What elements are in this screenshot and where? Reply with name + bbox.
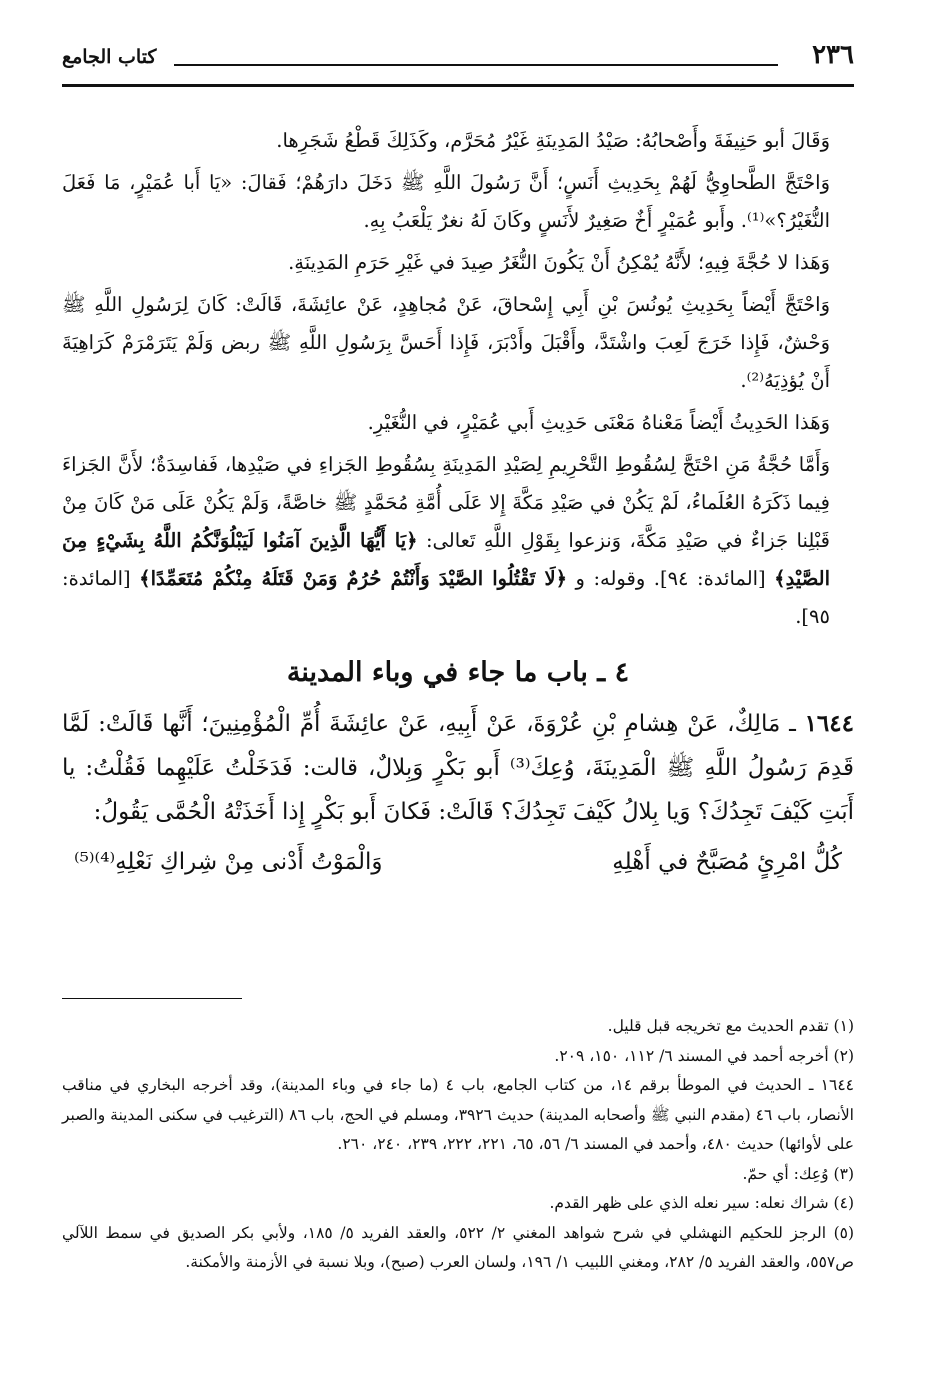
footnote: ١٦٤٤ ـ الحديث في الموطأ برقم ١٤، من كتاب الجامع، باب ٤ (ما جاء في وباء المدينة)، وقد أخرجه البخاري في مناقب الأنصار، باب ٤٦ (مقدم النبي ﷺ وأصحابه المدينة) حديث ٣٩٢٦، ومسلم في الحج، باب ٨٦ (الترغيب في سكنى المدينة والصبر على لأوائها) حديث ٤٨٠، وأحمد في المسند ٦/ ٥٦، ٦٥، ٢٢١، ٢٢٢، ٢٣٩، ٢٤٠، ٢٦٠. <box>62 1076 854 1153</box>
hadith-text: ـ مَالِكٌ، عَنْ هِشامِ بْنِ عُرْوَةَ، عَنْ أَبِيهِ، عَنْ عائِشَةَ أُمِّ الْمُؤْمِنِينَ؛ أَنَّها قَالَتْ: لَمَّا قَدِمَ رَسُولُ اللَّهِ ﷺ الْمَدِينَةَ، وُعِكَ⁽³⁾ أَبو بَكْرٍ وَبِلالٌ، قالت: فَدَخَلْتُ عَلَيْهِما فَقُلْتُ: يا أَبَتِ كَيْفَ تَجِدُكَ؟ وَيا بِلالُ كَيْفَ تَجِدُكَ؟ قَالَتْ: فَكانَ أَبو بَكْرٍ إِذا أَخَذَتْهُ الْحُمَّى يَقُولُ: <box>62 711 854 825</box>
quran-verse: ﴿يَا أَيُّهَا الَّذِينَ آمَنُوا لَيَبْلُوَنَّكُمُ اللَّهُ بِشَيْءٍ مِنَ الصَّيْدِ﴾ <box>62 529 830 590</box>
quran-reference: [المائدة: ٩٤]. وقوله: و <box>575 567 766 590</box>
footnote: (٥) الرجز للحكيم النهشلي في شرح شواهد المغني ٢/ ٥٢٢، والعقد الفريد ٥/ ١٨٥، ولأبي بكر الصديق في سمط اللآلي ص٥٥٧، والعقد الفريد ٥/ ٢٨٢، ومغني اللبيب ١/ ١٩٦، ولسان العرب (صبح)، وبلا نسبة في الأزمنة والأمكنة. <box>62 1223 855 1271</box>
paragraph: وَهَذا لا حُجَّةَ فِيهِ؛ لأَنَّهُ يُمْكِنُ أَنْ يَكُونَ النُّغَرُ صِيدَ في غَيْرِ حَرَمِ المَدِينَةِ. <box>288 251 830 274</box>
footnote: (٣) وُعِك: أي حمّ. <box>742 1164 854 1183</box>
hadith-number: ١٦٤٤ <box>804 710 854 737</box>
paragraph: وَاحْتَجَّ أَيْضاً بِحَدِيثِ يُونُسَ بْنِ أَبِي إِسْحاقَ، عَنْ مُجاهِدٍ، عَنْ عائِشَةَ، قَالَتْ: كَانَ لِرَسُولِ اللَّهِ ﷺ وَحْشٌ، فَإِذا خَرَجَ لَعِبَ واشْتَدَّ، وأَقْبَلَ وأَدْبَرَ، فَإِذا أَحَسَّ بِرَسُولِ اللَّهِ ﷺ ربض وَلَمْ يَتَرَمْرَمْ كَرَاهِيَةَ أَنْ يُؤذِيَهُ⁽²⁾. <box>62 293 830 392</box>
book-page <box>62 40 855 1271</box>
footnote: (٤) شراك نعله: سير نعله الذي على ظهر القدم. <box>549 1194 854 1212</box>
argument-text: وَأَمَّا حُجَّةُ مَنِ احْتَجَّ لِسُقُوطِ التَّحْرِيمِ لِصَيْدِ المَدِينَةِ بِسُقُوطِ الجَزاءِ في صَيْدِها، فَفاسِدَةٌ؛ لأَنَّ الجَزاءَ فِيما ذَكَرَهُ العُلَماءُ، لَمْ يَكُنْ في صَيْدِ مَكَّةَ إِلا عَلَى أُمَّةِ مُحَمَّدٍ ﷺ خاصَّةً، وَلَمْ يَكُنْ عَلَى مَنْ كَانَ مِنْ قَبْلِنا جَزاءٌ في صَيْدِ مَكَّةَ، وَنزعوا بِقَوْلِ اللَّهِ تَعالى: <box>62 453 831 552</box>
verse-second-hemistich: وَالْمَوْتُ أَدْنى مِنْ شِراكِ نَعْلِهِ⁽⁴⁾⁽⁵⁾ <box>74 849 383 875</box>
section-heading: ٤ ـ باب ما جاء في وباء المدينة <box>286 657 630 688</box>
page-header <box>62 40 854 80</box>
header-rule <box>62 84 854 87</box>
quran-verse: ﴿لَا تَقْتُلُوا الصَّيْدَ وَأَنْتُمْ حُرُمٌ وَمَنْ قَتَلَهُ مِنْكُمْ مُتَعَمِّدًا﴾ <box>139 567 568 590</box>
paragraph: وَقَالَ أبو حَنِيفَةَ وأَصْحابُهُ: صَيْدُ المَدِينَةِ غَيْرُ مُحَرَّم، وكَذَلِكَ قَطْعُ شَجَرِها. <box>276 129 830 152</box>
paragraph: وَهَذا الحَدِيثُ أَيْضاً مَعْناهُ مَعْنَى حَدِيثِ أَبي عُمَيْرٍ، في النُّغَيْرِ. <box>367 411 830 434</box>
book-title: كتاب الجامع <box>62 46 157 68</box>
poetry-verse <box>62 838 854 886</box>
footnote: (٢) أخرجه أحمد في المسند ٦/ ١١٢، ١٥٠، ٢٠٩. <box>554 1046 854 1065</box>
main-text <box>62 122 854 886</box>
quran-reference: [المائدة: ٩٥]. <box>62 567 830 628</box>
paragraph: وَاحْتَجَّ الطَّحاوِيُّ لَهُمْ بِحَدِيثِ أَنَسٍ؛ أَنَّ رَسُولَ اللَّهِ ﷺ دَخَلَ دارَهُمْ؛ فَقالَ: «يَا أَبا عُمَيْرٍ، مَا فَعَلَ النُّغَيْرُ؟»⁽¹⁾. وأَبو عُمَيْرٍ أَخٌ صَغِيرٌ لأَنَسٍ وكَانَ لَهُ نغرٌ يَلْعَبُ بِهِ. <box>62 171 830 232</box>
hadith-paragraph <box>62 702 854 834</box>
argument-paragraph <box>62 446 854 636</box>
verse-first-hemistich: كُلُّ امْرِئٍ مُصَبَّحٌ في أَهْلِهِ <box>612 849 842 875</box>
header-line <box>174 64 778 66</box>
footnotes <box>62 1012 854 1278</box>
footnote: (١) تقدم الحديث مع تخريجه قبل قليل. <box>607 1017 854 1035</box>
footnote-divider <box>62 998 242 999</box>
page-number: ٢٣٦ <box>812 40 854 70</box>
